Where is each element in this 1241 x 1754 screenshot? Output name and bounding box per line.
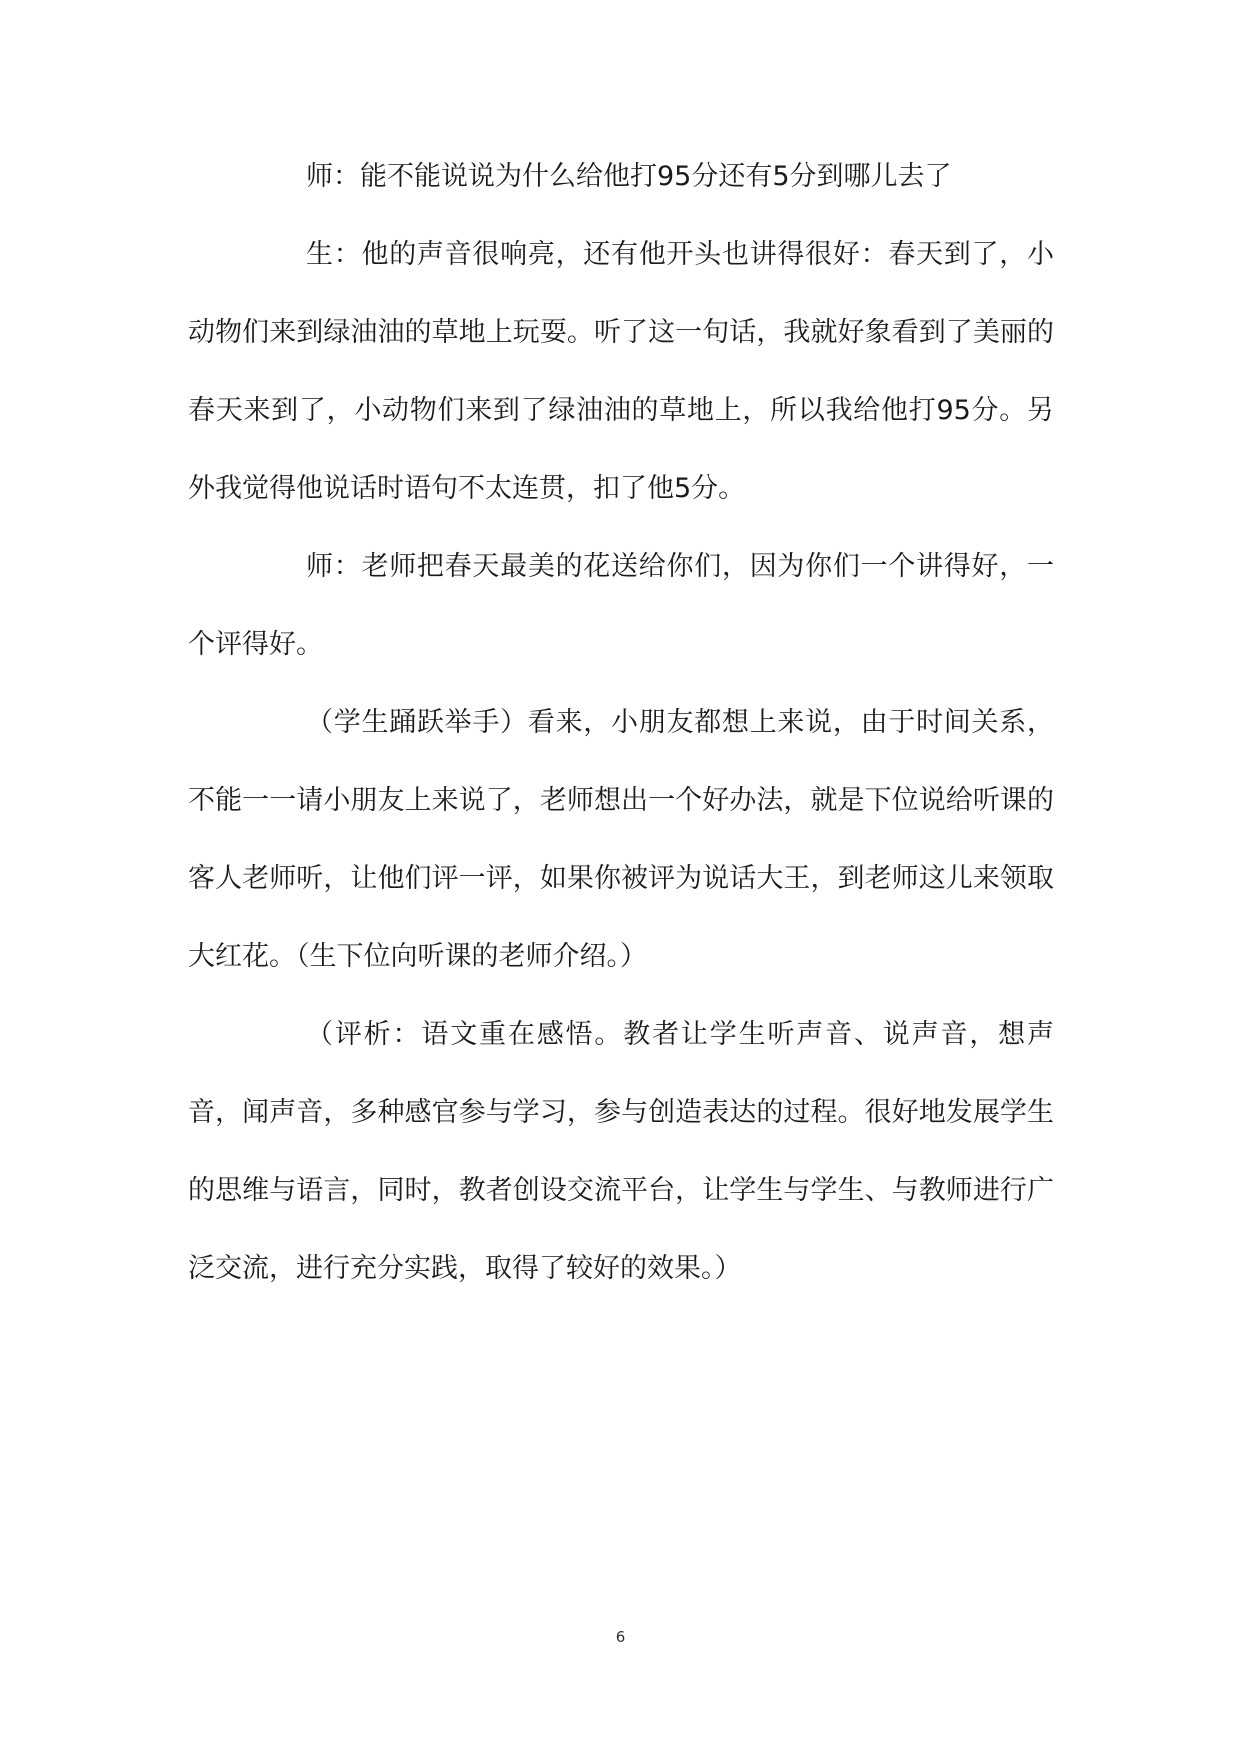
paragraph-class-activity: （学生踊跃举手）看来，小朋友都想上来说，由于时间关系，不能一一请小朋友上来说了，老师想出一个好办法，就是下位说给听课的客人老师听，让他们评一评，如果你被评为说话大王，到老师这儿来领取大红花。（生下位向听课的老师介绍。）	[188, 707, 1054, 972]
paragraph-teacher-praise: 师：老师把春天最美的花送给你们，因为你们一个讲得好，一个评得好。	[188, 551, 1054, 660]
paragraph-student-answer: 生：他的声音很响亮，还有他开头也讲得很好：春天到了，小动物们来到绿油油的草地上玩耍。听了这一句话，我就好象看到了美丽的春天来到了，小动物们来到了绿油油的草地上，所以我给他打95分。另外我觉得他说话时语句不太连贯，扣了他5分。	[188, 239, 1054, 504]
body-text	[188, 138, 1054, 1308]
paragraph-commentary: （评析：语文重在感悟。教者让学生听声音、说声音，想声音，闻声音，多种感官参与学习，参与创造表达的过程。很好地发展学生的思维与语言，同时，教者创设交流平台，让学生与学生、与教师进行广泛交流，进行充分实践，取得了较好的效果。）	[188, 1019, 1054, 1284]
paragraph-teacher-question: 师：能不能说说为什么给他打95分还有5分到哪儿去了	[306, 161, 952, 192]
page-number: 6	[615, 1628, 626, 1646]
